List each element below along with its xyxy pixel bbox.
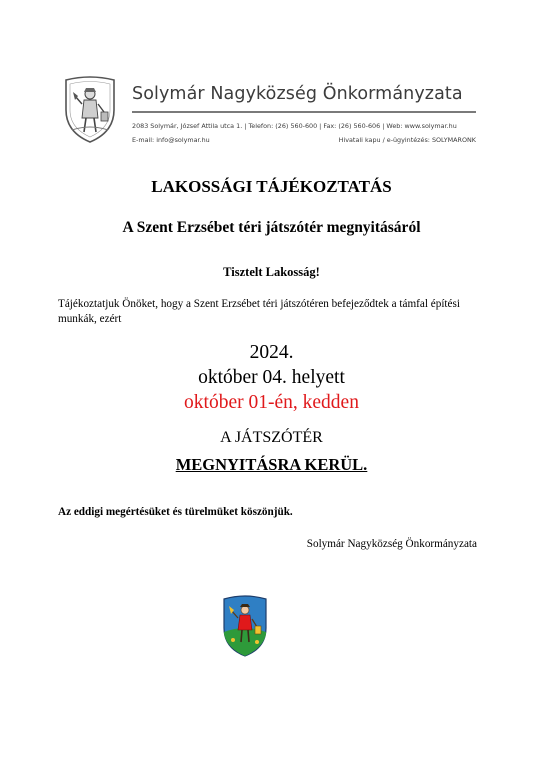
opening-announcement: MEGNYITÁSRA KERÜL.	[175, 455, 368, 474]
organization-name: Solymár Nagyközség Önkormányzata	[132, 84, 463, 104]
intro-paragraph: Tájékoztatjuk Önöket, hogy a Szent Erzsébet téri játszótéren befejeződtek a támfal építési munkák, ezért	[58, 298, 460, 325]
contact-email: E-mail: info@solymar.hu	[132, 136, 210, 144]
greeting: Tisztelt Lakosság!	[223, 265, 320, 279]
coat-of-arms-color-icon	[221, 594, 269, 658]
coat-of-arms-grayscale-icon	[62, 74, 118, 144]
contact-address-line: 2083 Solymár, József Attila utca 1. | Telefon: (26) 560-600 | Fax: (26) 560-606 | Web: www.solymar.hu	[132, 122, 457, 130]
thanks-line: Az eddigi megértésüket és türelmüket köszönjük.	[58, 506, 293, 518]
contact-gateway: Hivatali kapu / e-ügyintézés: SOLYMARONK	[338, 136, 476, 144]
date-year: 2024.	[249, 342, 294, 363]
letterhead-divider	[132, 111, 476, 113]
signature: Solymár Nagyközség Önkormányzata	[306, 538, 477, 550]
date-new: október 01-én, kedden	[184, 392, 359, 413]
notice-subtitle: A Szent Erzsébet téri játszótér megnyitásáról	[122, 219, 421, 236]
notice-title: LAKOSSÁGI TÁJÉKOZTATÁS	[151, 177, 392, 196]
playground-heading: A JÁTSZÓTÉR	[220, 429, 323, 446]
date-original: október 04. helyett	[198, 367, 345, 388]
